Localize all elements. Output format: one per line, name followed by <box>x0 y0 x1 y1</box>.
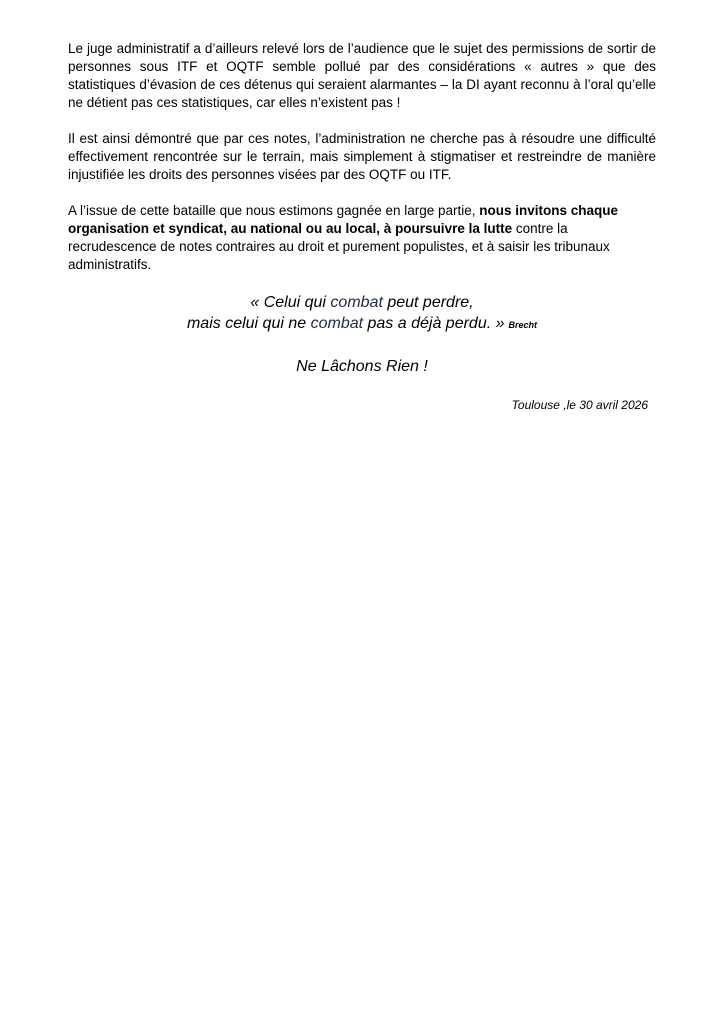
quote-line-2-emphasis: combat <box>310 315 364 332</box>
brecht-quote <box>68 292 656 336</box>
call-to-action-end: contre la recrudescence de notes contraires au droit et purement populistes, et à saisir les tribunaux administratifs. <box>68 221 610 272</box>
slogan: Ne Lâchons Rien ! <box>296 358 428 375</box>
quote-line-2-part-a: mais celui qui ne <box>186 315 311 332</box>
quote-line-1-part-a: « Celui qui <box>250 294 331 311</box>
signature-place-date: Toulouse ,le 30 avril 2026 <box>511 398 648 412</box>
quote-line-1-part-c: peut perdre, <box>382 294 474 311</box>
paragraph-administration: Il est ainsi démontré que par ces notes, l’administration ne cherche pas à résoudre une difficulté effectivement rencontrée sur le terrain, mais simplement à stigmatiser et restreindre de manière injustifiée les droits des personnes visées par des OQTF ou ITF. <box>68 131 656 182</box>
quote-line-2 <box>68 313 656 336</box>
quote-line-1-emphasis: combat <box>330 294 383 311</box>
paragraph-call-to-action <box>68 202 656 274</box>
quote-author: Brecht <box>508 320 538 330</box>
quote-line-2-part-c: pas a déjà perdu. » <box>363 315 505 332</box>
call-to-action-emphasis: nous invitons chaque organisation et syndicat, au national ou au local, à poursuivre la lutte <box>68 203 619 236</box>
paragraph-audience: Le juge administratif a d’ailleurs relevé lors de l’audience que le sujet des permissions de sortir de personnes sous ITF et OQTF semble pollué par des considérations « autres » que des statistiques d’évasion de ces détenus qui seraient alarmantes – la DI ayant reconnu à l’oral qu’elle ne détient pas ces statistiques, car elles n’existent pas ! <box>68 41 656 110</box>
call-to-action-intro: A l’issue de cette bataille que nous estimons gagnée en large partie, <box>68 203 480 218</box>
quote-line-1 <box>68 292 656 313</box>
